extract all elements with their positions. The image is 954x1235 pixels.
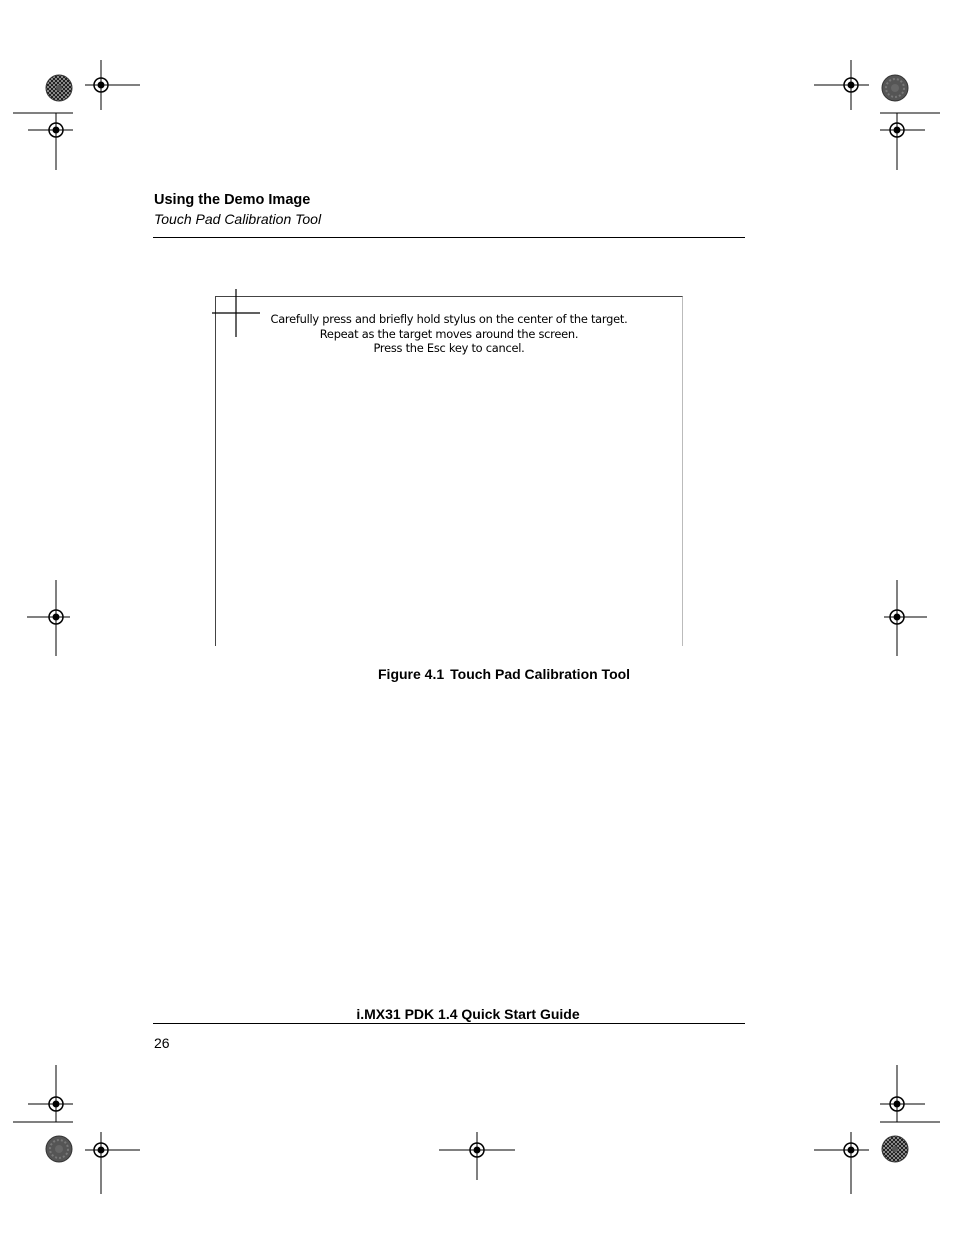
figure-caption-number: Figure 4.1 — [378, 666, 445, 682]
figure-caption — [378, 666, 630, 682]
registration-mark-icon — [880, 1065, 940, 1125]
running-header-subtitle: Touch Pad Calibration Tool — [154, 211, 322, 227]
registration-mark-icon — [439, 1132, 515, 1180]
instruction-line: Carefully press and briefly hold stylus on the center of the target. — [270, 312, 628, 326]
calibration-target-crosshair-icon[interactable] — [212, 289, 260, 337]
registration-mark-icon — [80, 60, 140, 110]
starburst-mark-icon — [45, 1135, 73, 1163]
footer-rule — [153, 1023, 745, 1024]
calibration-instructions — [216, 312, 682, 356]
registration-mark-icon — [814, 60, 874, 110]
starburst-mark-icon — [45, 74, 73, 102]
page-number: 26 — [154, 1035, 170, 1051]
calibration-screen[interactable] — [215, 296, 683, 646]
figure-caption-text: Touch Pad Calibration Tool — [450, 666, 631, 682]
registration-mark-icon — [880, 110, 940, 170]
running-footer-title: i.MX31 PDK 1.4 Quick Start Guide — [356, 1006, 580, 1022]
running-header-title: Using the Demo Image — [154, 192, 311, 208]
instruction-line: Repeat as the target moves around the screen. — [319, 326, 579, 341]
instruction-line: Press the Esc key to cancel. — [373, 341, 525, 356]
registration-mark-icon — [13, 110, 73, 170]
registration-mark-icon — [814, 1132, 874, 1194]
registration-mark-icon — [13, 1065, 73, 1125]
registration-mark-icon — [27, 580, 77, 656]
starburst-mark-icon — [881, 74, 909, 102]
starburst-mark-icon — [881, 1135, 909, 1163]
registration-mark-icon — [877, 580, 927, 656]
registration-mark-icon — [80, 1132, 140, 1194]
header-rule — [153, 237, 745, 238]
